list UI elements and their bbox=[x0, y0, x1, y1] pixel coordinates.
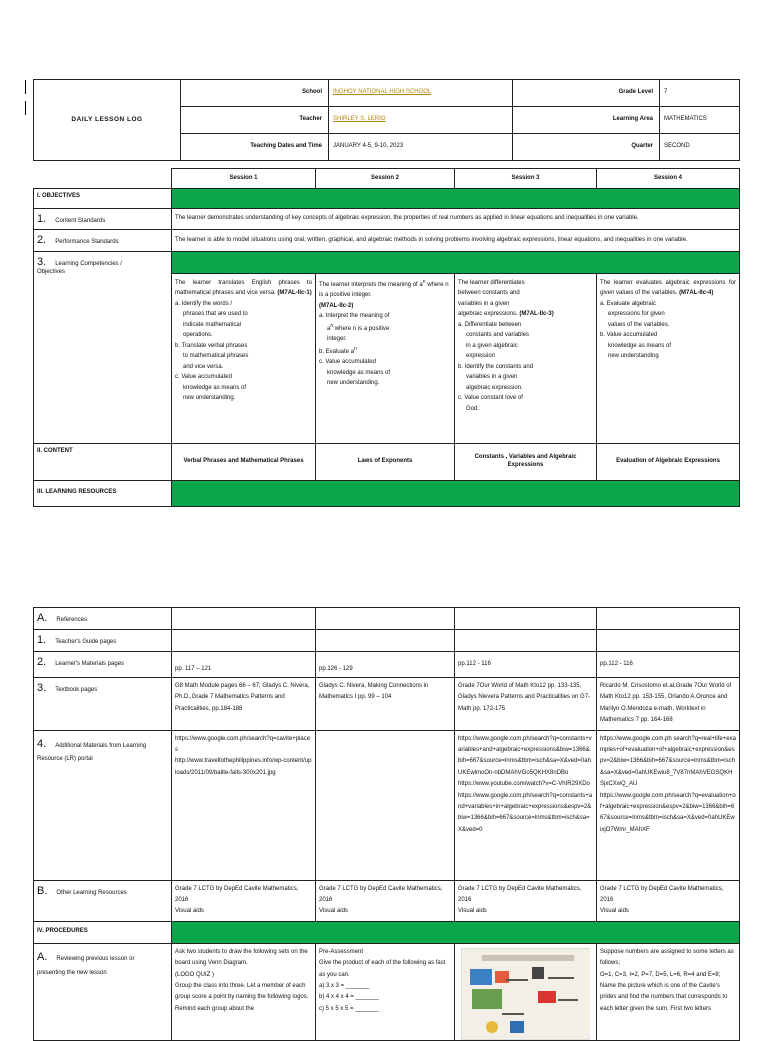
other-resources-label: Other Learning Resources bbox=[56, 889, 127, 896]
procedure-session-3 bbox=[455, 943, 597, 1040]
content-standards-text: The learner demonstrates understanding of key concepts of algebraic expression, the properties of real numbers as applied in linear equations and inequalities in one variable. bbox=[172, 209, 740, 230]
objective-b: b. Value accumulated bbox=[600, 332, 658, 339]
other-resources-session-3 bbox=[455, 880, 597, 921]
margin-mark bbox=[25, 80, 26, 94]
objective-line: algebraic expression. bbox=[466, 384, 523, 391]
competency-session-2 bbox=[316, 273, 455, 443]
materials-session-4 bbox=[597, 730, 740, 880]
session-1-header: Session 1 bbox=[172, 169, 316, 189]
grade-value: 7 bbox=[660, 80, 740, 107]
school-name: INGHOY NATIONAL HIGH SCHOOL bbox=[333, 89, 432, 96]
objective-line: knowledge as means of bbox=[608, 342, 672, 349]
resource-text: Grade 7 LCTG by DepEd Cavite Mathematics, 2016 bbox=[319, 885, 443, 903]
resource-link[interactable]: https://www.google.com.ph/search?q=constants+variables+and+algebraic+expressions&biw=1366&bih=667&source=lnms&tbm=isch&sa=X&ved=0ahUKEwimoOn-nbDMAhVGo5QKHX8nDBo bbox=[458, 735, 592, 776]
resource-link[interactable]: https://www.google.com.ph/search?q=evaluation+of+algebraic+expression&espv=2&biw=1366&bih=667&source=lnms&tbm=isch&sa=X&ved=0ahUKEwixjO7Wmr_MAhXF bbox=[600, 792, 736, 833]
resource-text: Grade 7 LCTG by DepEd Cavite Mathematics, 2016 bbox=[458, 885, 582, 903]
green-bar bbox=[172, 921, 740, 943]
dates-label: Teaching Dates and Time bbox=[181, 134, 329, 161]
exponent: n bbox=[354, 345, 357, 352]
session-4-header: Session 4 bbox=[597, 169, 740, 189]
competency-code: (M7AL-IIc-4) bbox=[679, 290, 714, 297]
quarter-value: SECOND bbox=[660, 134, 740, 161]
teachers-guide-label: Teacher's Guide pages bbox=[55, 639, 117, 646]
performance-standards-text: The learner is able to model situations using oral, written, graphical, and algebraic methods in solving problems involving algebraic expressions, linear equations, and inequalities in one variable. bbox=[172, 230, 740, 251]
item-number: 3. bbox=[37, 255, 47, 268]
session-2-header: Session 2 bbox=[316, 169, 455, 189]
objective-line: where n is a positive bbox=[333, 325, 390, 332]
competency-code: (M7AL-IIc-3) bbox=[519, 311, 554, 318]
session-3-header: Session 3 bbox=[455, 169, 597, 189]
other-resources-session-1 bbox=[172, 880, 316, 921]
competency-session-4 bbox=[597, 273, 740, 443]
competency-session-1 bbox=[172, 273, 316, 443]
resource-link[interactable]: http://www.traveltothephilippines.info/wp-content/uploads/2011/09/balite-falls-300x201.jpg bbox=[175, 758, 312, 776]
content-standards-label: Content Standards bbox=[55, 218, 106, 224]
content-session-3 bbox=[455, 443, 597, 480]
textbook-text: Gladys Nievera Patterns and Practicalities on G7- Math pp. 172-175 bbox=[458, 694, 591, 712]
procedure-text: Group the class into three. Let a member of each group score a point by naming the following logos. Remind each group about the bbox=[175, 982, 309, 1012]
review-label: Reviewing previous lesson or bbox=[56, 955, 135, 962]
textbook-session-3 bbox=[455, 678, 597, 731]
content-session-4: Evaluation of Algebraic Expressions bbox=[597, 443, 740, 480]
item-number: 2. bbox=[37, 234, 47, 247]
objective-a: a. Identify the words / bbox=[175, 300, 233, 307]
competency-text: between constants and bbox=[458, 290, 520, 297]
competency-code: (M7AL-IIc-1) bbox=[277, 290, 312, 297]
objective-line: new understanding. bbox=[327, 380, 380, 387]
other-resources-session-4 bbox=[597, 880, 740, 921]
objective-c: c. Value constant love of bbox=[458, 395, 523, 402]
competencies-label: Learning Competencies / bbox=[55, 260, 122, 267]
textbook-label: Textbook pages bbox=[55, 687, 98, 693]
objective-a: a. Evaluate algebraic bbox=[600, 300, 657, 307]
procedure-text: Pre-Assessment bbox=[319, 948, 364, 955]
additional-materials-label-2: Resource (LR) portal bbox=[37, 756, 93, 763]
item-letter: B. bbox=[37, 884, 48, 897]
lm-pages-session-4: pp.112 - 116 bbox=[597, 652, 740, 678]
procedure-text: Ask two students to draw the following sets on the board using Venn Diagram. bbox=[175, 948, 308, 967]
green-bar bbox=[172, 480, 740, 506]
objective-line: a bbox=[327, 325, 331, 332]
procedure-text: (LOGO QUIZ ) bbox=[175, 971, 214, 978]
objective-b: b. Identify the constants and bbox=[458, 363, 534, 370]
objective-line: new understanding. bbox=[183, 395, 236, 402]
green-bar bbox=[172, 251, 740, 273]
competency-text: The learner differentiates bbox=[458, 279, 525, 286]
teacher-label: Teacher bbox=[181, 107, 329, 134]
lm-pages-session-1: pp. 117 – 121 bbox=[172, 652, 316, 678]
visual-aids: Visual aids bbox=[319, 908, 348, 915]
lesson-table-part1 bbox=[33, 168, 740, 507]
competency-session-3 bbox=[455, 273, 597, 443]
dates-value: JANUARY 4-5, 9-10, 2023 bbox=[329, 134, 513, 161]
materials-session-1 bbox=[172, 730, 316, 880]
lm-pages-session-2: pp.126 - 129 bbox=[316, 652, 455, 678]
objective-c: c. Value accumulated bbox=[319, 359, 376, 366]
objective-b: b. Translate verbal phrases bbox=[175, 342, 248, 349]
objective-line: knowledge as means of bbox=[327, 369, 391, 376]
objectives-heading: I. OBJECTIVES bbox=[34, 189, 172, 209]
area-value: MATHEMATICS bbox=[660, 107, 740, 134]
materials-session-3 bbox=[455, 730, 597, 880]
grade-label: Grade Level bbox=[513, 80, 660, 107]
additional-materials-label: Additional Materials from Learning bbox=[55, 742, 147, 749]
item-number: 3. bbox=[37, 682, 47, 694]
textbook-text: Grade 7Our World of Math Kto12 pp. 133-135, bbox=[458, 683, 582, 689]
procedure-text: Suppose numbers are assigned to some letters as follows; bbox=[600, 948, 734, 967]
quarter-label: Quarter bbox=[513, 134, 660, 161]
visual-aids: Visual aids bbox=[458, 908, 487, 915]
exponent: n bbox=[422, 278, 426, 285]
textbook-session-1: G8 Math Module pages 66 – 67; Gladys C. Nivera, Ph.D.,Grade 7 Mathematics Patterns and Practicalities, pp.184-188 bbox=[172, 678, 316, 731]
other-resources-session-2 bbox=[316, 880, 455, 921]
objective-line: expressions for given bbox=[608, 311, 665, 318]
content-text: Constants , Variables and Algebraic bbox=[474, 453, 577, 460]
review-label-2: presenting the new lesson bbox=[37, 969, 107, 976]
content-heading: II. CONTENT bbox=[34, 443, 172, 480]
procedure-session-4 bbox=[597, 943, 740, 1040]
procedure-text: c) 5 x 5 x 5 = _______ bbox=[319, 1005, 379, 1012]
resources-heading: III. LEARNING RESOURCES bbox=[34, 480, 172, 506]
visual-aids: Visual aids bbox=[600, 908, 629, 915]
green-bar bbox=[172, 189, 740, 209]
competency-text: where n is a positive integer. bbox=[319, 281, 449, 299]
resource-text: Grade 7 LCTG by DepEd Cavite Mathematics, 2016 bbox=[600, 885, 724, 903]
objective-line: God. bbox=[466, 405, 480, 412]
area-label: Learning Area bbox=[513, 107, 660, 134]
header-table bbox=[33, 79, 740, 161]
item-letter: A. bbox=[37, 950, 48, 963]
objective-line: and vice versa. bbox=[183, 363, 224, 370]
objective-line: knowledge as means of bbox=[183, 384, 247, 391]
margin-mark bbox=[25, 101, 26, 115]
objective-line: in a given algebraic bbox=[466, 342, 518, 349]
school-label: School bbox=[181, 80, 329, 107]
objective-a: a. Interpret the meaning of bbox=[319, 313, 390, 320]
item-number: 1. bbox=[37, 213, 47, 225]
item-number: 4. bbox=[37, 737, 47, 750]
lm-pages-session-3: pp.112 - 116 bbox=[455, 652, 597, 678]
objective-line: integer. bbox=[327, 336, 347, 343]
objective-line: new understanding bbox=[608, 353, 659, 360]
resource-link[interactable]: https://www.google.com.ph search?q=real+life+examples+of+evaluation+of+algebraic+expression&espv=2&biw=1366&bih=667&source=lnms&tbm=isch&sa=X&ved=0ahUKEwiu8_7V87nMAhVEGSQKHSjxCXwQ_AU bbox=[600, 735, 736, 788]
resource-link[interactable]: https://www.google.com.ph/search?q=constants+and+variables+in+algebraic+expressions&espv=2&biw=1366&bih=667&source=lnms&tbm=isch&sa=X&ved=0 bbox=[458, 792, 593, 833]
competency-code: (M7AL-IIc-2) bbox=[319, 302, 354, 309]
competencies-label-2: Objectives bbox=[37, 268, 66, 275]
procedure-session-1 bbox=[172, 943, 316, 1040]
objective-b: b. Evaluate a bbox=[319, 348, 355, 355]
lesson-table-part2 bbox=[33, 607, 740, 1041]
textbook-session-4: Ricardo M. Crisostomo et.al,Grade 7Our World of Math Kto12 pp. 153-155, Orlando A.Oronce and Marilyn O.Mendoza e-math, Worktext in Mathematics 7 pp. 164-168 bbox=[597, 678, 740, 731]
objective-line: expression bbox=[466, 353, 496, 360]
exponent: n bbox=[330, 322, 334, 329]
objective-line: phrases that are used to bbox=[183, 311, 248, 318]
performance-standards-label: Performance Standards bbox=[55, 239, 119, 246]
resource-link[interactable]: https://www.youtube.com/watch?v=C-VhIR29XDo bbox=[458, 781, 590, 788]
objective-c: c. Value accumulated bbox=[175, 374, 232, 381]
competency-text: The learner evaluates algebraic expressions for given values of the variables. bbox=[600, 279, 736, 297]
resource-text: Grade 7 LCTG by DepEd Cavite Mathematics, 2016 bbox=[175, 885, 299, 903]
content-session-2: Laws of Exponents bbox=[316, 443, 455, 480]
objective-line: indicate mathematical bbox=[183, 321, 242, 328]
competency-text: The learner interprets the meaning of a bbox=[319, 281, 423, 288]
item-letter: A. bbox=[37, 612, 48, 625]
procedure-text: Give the product of each of the following as fast as you can. bbox=[319, 960, 446, 978]
visual-aids: Visual aids bbox=[175, 908, 204, 915]
resource-link[interactable]: https://www.google.com.ph/search?q=cavite+places bbox=[175, 735, 311, 753]
objective-line: variables in a given bbox=[466, 374, 518, 381]
references-label: References bbox=[56, 617, 88, 624]
competency-text: variables in a given bbox=[458, 300, 510, 307]
content-text: Expressions bbox=[507, 461, 544, 468]
objective-a: a. Differentiate between bbox=[458, 321, 522, 328]
procedure-text: Name the picture which is one of the Cavite's prides and find the numbers that corresponds to each letter given the sum. First two letters bbox=[600, 982, 728, 1012]
objective-line: values of the variables. bbox=[608, 321, 670, 328]
item-number: 1. bbox=[37, 634, 47, 647]
competency-text: algebraic expressions. bbox=[458, 311, 518, 318]
objective-line: constants and variables bbox=[466, 332, 530, 339]
procedure-text: b) 4 x 4 x 4 = _______ bbox=[319, 994, 379, 1001]
teacher-name: SHIRLEY S. LERIO bbox=[333, 116, 386, 123]
logo-quiz-image bbox=[461, 948, 590, 1040]
learners-materials-label: Learner's Materials pages bbox=[55, 661, 125, 667]
objective-line: operations. bbox=[183, 332, 213, 339]
procedure-text: O=1, C=3, I=2, P=7, D=5, L=6, R=4 and E=8; bbox=[600, 971, 721, 978]
textbook-session-2: Gladys C. Nivera, Making Connections in Mathematics I pp. 99 – 104 bbox=[316, 678, 455, 731]
procedure-session-2 bbox=[316, 943, 455, 1040]
content-session-1: Verbal Phrases and Mathematical Phrases bbox=[172, 443, 316, 480]
procedures-heading: IV. PROCEDURES bbox=[34, 921, 172, 943]
page-title: DAILY LESSON LOG bbox=[34, 80, 181, 161]
item-number: 2. bbox=[37, 656, 47, 668]
objective-line: to mathematical phrases bbox=[183, 353, 249, 360]
procedure-text: a) 3 x 3 = _______ bbox=[319, 982, 370, 989]
competency-text: The learner translates English phrases to mathematical phrases and vice versa. bbox=[175, 279, 312, 297]
